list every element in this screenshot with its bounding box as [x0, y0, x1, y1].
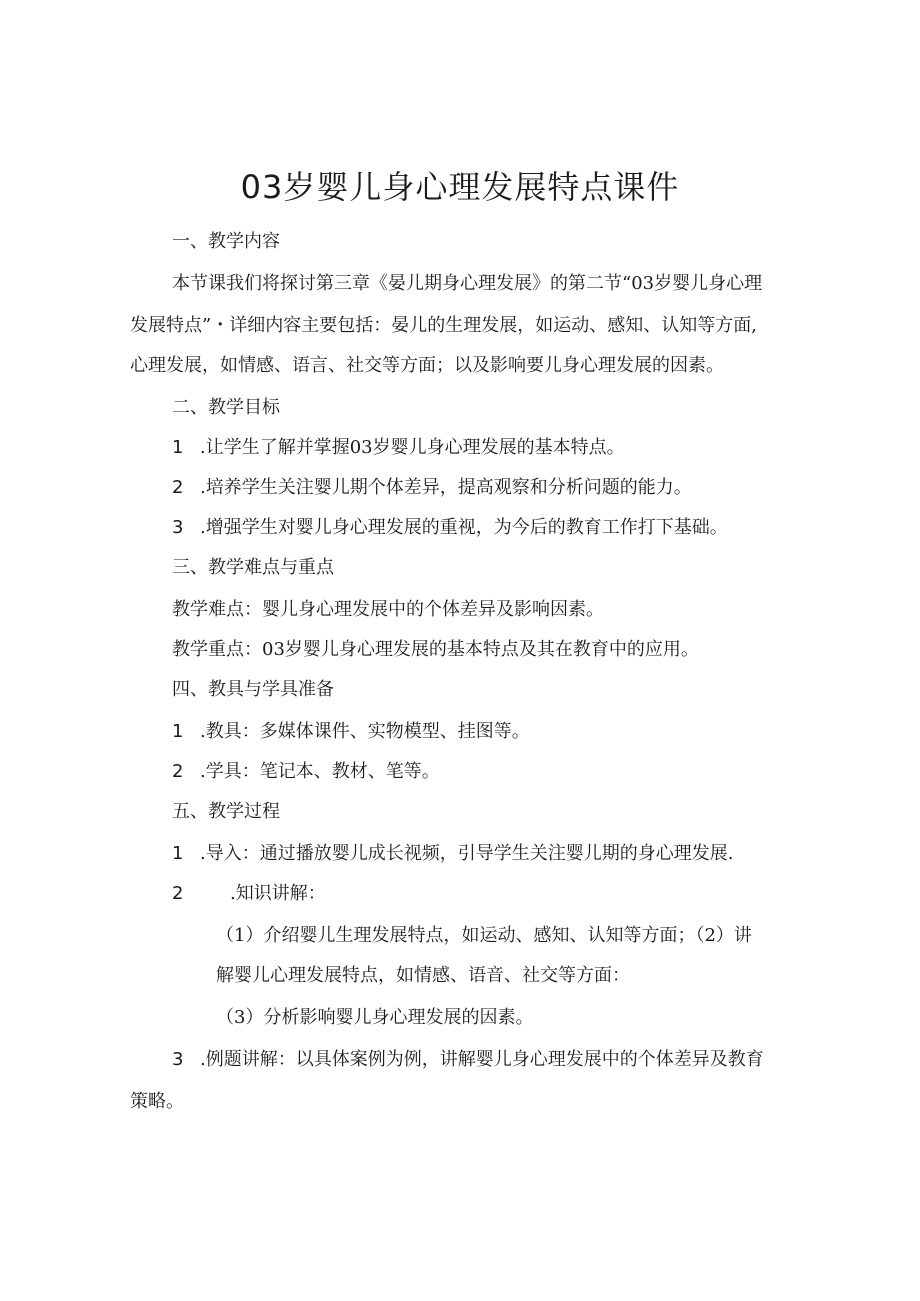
section-heading-teaching-goals: 二、教学目标	[172, 397, 280, 418]
paragraph-line: 心理发展，如情感、语言、社交等方面；以及影响要儿身心理发展的因素。	[130, 355, 724, 376]
list-text: .导入：通过播放婴儿成长视频，引导学生关注婴儿期的身心理发展.	[200, 843, 734, 864]
section-heading-process: 五、教学过程	[172, 801, 280, 822]
sub-item-line: （3）分析影响婴儿身心理发展的因素。	[216, 1007, 534, 1028]
list-item	[172, 516, 728, 540]
list-number: 3	[172, 1049, 184, 1070]
focus-line: 教学重点：03岁婴儿身心理发展的基本特点及其在教育中的应用。	[172, 639, 699, 660]
list-number: 2	[172, 477, 184, 498]
list-item	[172, 476, 692, 500]
list-text: .例题讲解：以具体案例为例，讲解婴儿身心理发展中的个体差异及教育	[200, 1049, 764, 1070]
list-number: 1	[172, 437, 184, 458]
list-item	[172, 842, 733, 866]
section-heading-teaching-content: 一、教学内容	[172, 231, 280, 252]
paragraph-line: 本节课我们将探讨第三章《晏儿期身心理发展》的第二节“03岁婴儿身心理	[172, 273, 763, 294]
sub-item-line: 解婴儿心理发展特点，如情感、语音、社交等方面：	[216, 965, 630, 986]
list-number: 2	[172, 883, 184, 904]
section-heading-tools: 四、教具与学具准备	[172, 679, 334, 700]
list-text: .教具：多媒体课件、实物模型、挂图等。	[200, 721, 530, 742]
list-text: .学具：笔记本、教材、笔等。	[200, 761, 440, 782]
difficulty-line: 教学难点：婴儿身心理发展中的个体差异及影响因素。	[172, 599, 604, 620]
sub-item-line: （1）介绍婴儿生理发展特点，如运动、感知、认知等方面；（2）讲	[216, 925, 752, 946]
list-item	[172, 882, 326, 906]
list-text: .知识讲解：	[230, 883, 326, 904]
list-item	[172, 436, 625, 460]
list-item	[172, 720, 530, 744]
list-number: 1	[172, 721, 184, 742]
list-text: .培养学生关注婴儿期个体差异，提高观察和分析问题的能力。	[200, 477, 692, 498]
list-number: 2	[172, 761, 184, 782]
list-item	[172, 760, 440, 784]
list-text: .让学生了解并掌握03岁婴儿身心理发展的基本特点。	[200, 437, 625, 458]
document-title: 03岁婴儿身心理发展特点课件	[240, 168, 680, 206]
section-heading-difficulties: 三、教学难点与重点	[172, 557, 334, 578]
list-item	[172, 1048, 764, 1072]
paragraph-line: 发展特点”・详细内容主要包括：晏儿的生理发展，如运动、感知、认知等方面,	[130, 315, 757, 336]
paragraph-line: 策略。	[130, 1091, 184, 1112]
list-number: 1	[172, 843, 184, 864]
list-number: 3	[172, 517, 184, 538]
list-text: .增强学生对婴儿身心理发展的重视，为今后的教育工作打下基础。	[200, 517, 728, 538]
